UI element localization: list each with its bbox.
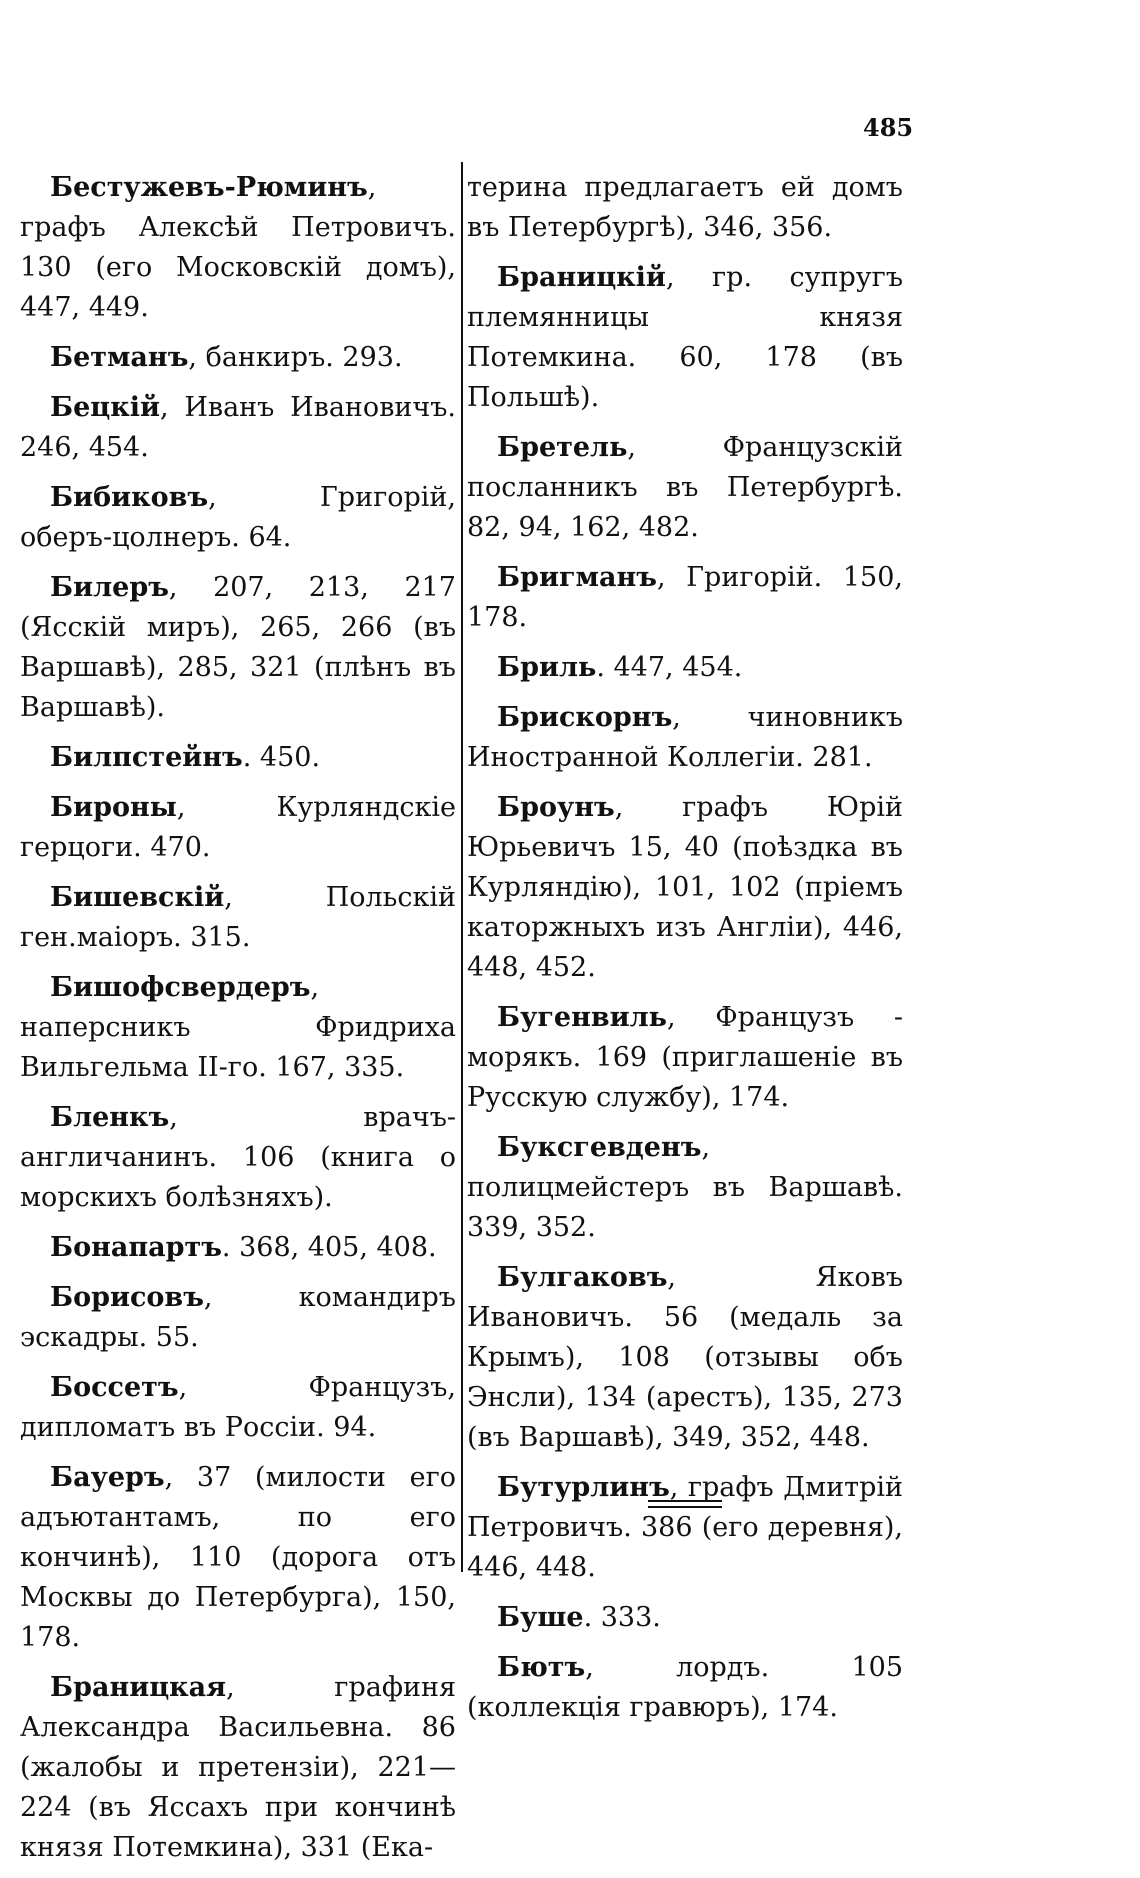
entry-headword: Борисовъ — [50, 1282, 204, 1313]
entry-headword: Бонапартъ — [50, 1232, 222, 1263]
index-entry — [20, 788, 456, 868]
index-entry — [467, 428, 903, 548]
entry-headword: Буксгевденъ — [497, 1132, 702, 1163]
entry-headword: Бауеръ — [50, 1462, 165, 1493]
entry-text: , графъ Юрій Юрьевичъ 15, 40 (поѣздка въ Курляндію), 101, 102 (пріемъ каторжныхъ изъ Англіи), 446, 448, 452. — [467, 792, 903, 983]
index-entry — [20, 1098, 456, 1218]
entry-text: , графиня Александра Васильевна. 86 (жалобы и претензіи), 221—224 (въ Яссахъ при кончинѣ князя Потемкина), 331 (Ека- — [20, 1672, 456, 1863]
index-entry — [467, 558, 903, 638]
entry-headword: Бленкъ — [50, 1102, 170, 1133]
entry-text: , Французъ - морякъ. 169 (приглашеніе въ Русскую службу), 174. — [467, 1002, 903, 1113]
index-entry — [20, 1368, 456, 1448]
entry-text: , Польскій ген.маіоръ. 315. — [20, 882, 456, 953]
index-entry — [20, 1278, 456, 1358]
entry-headword: Бироны — [50, 792, 177, 823]
index-entry — [20, 388, 456, 468]
entry-headword: Бестужевъ-Рюминъ — [50, 172, 368, 203]
index-entry — [467, 1648, 903, 1728]
entry-headword: Билеръ — [50, 572, 169, 603]
entry-text: , Иванъ Ивановичъ. 246, 454. — [20, 392, 456, 463]
entry-headword: Браницкая — [50, 1672, 227, 1703]
entry-headword: Бугенвиль — [497, 1002, 667, 1033]
index-entry — [20, 1668, 456, 1868]
entry-headword: Браницкій — [497, 262, 666, 293]
column-divider — [461, 162, 463, 1572]
index-entry — [20, 1228, 456, 1268]
entry-headword: Брискорнъ — [497, 702, 673, 733]
entry-headword: Билпстейнъ — [50, 742, 243, 773]
entry-text: . 368, 405, 408. — [221, 1232, 437, 1263]
entry-text: . 447, 454. — [596, 652, 743, 683]
index-entry — [467, 168, 903, 248]
entry-text: , командиръ эскадры. 55. — [20, 1282, 456, 1353]
index-entry — [467, 648, 903, 688]
entry-text: , графъ Дмитрій Петровичъ. 386 (его деревня), 446, 448. — [467, 1472, 903, 1583]
entry-headword: Бютъ — [497, 1652, 586, 1683]
index-entry — [467, 998, 903, 1118]
end-of-section-double-rule — [648, 1500, 722, 1508]
entry-text: , гр. супругъ племянницы князя Потемкина. 60, 178 (въ Польшѣ). — [467, 262, 903, 413]
index-entry — [467, 258, 903, 418]
entry-headword: Бретель — [497, 432, 628, 463]
entry-text: , Григорій. 150, 178. — [467, 562, 903, 633]
entry-headword: Бриль — [497, 652, 597, 683]
entry-headword: Бригманъ — [497, 562, 657, 593]
entry-headword: Бишевскій — [50, 882, 225, 913]
entry-headword: Бибиковъ — [50, 482, 209, 513]
entry-text: , Французъ, дипломатъ въ Россіи. 94. — [20, 1372, 456, 1443]
index-entry — [467, 788, 903, 988]
index-column-left — [20, 168, 456, 1878]
entry-text: , врачъ-англичанинъ. 106 (книга о морскихъ болѣзняхъ). — [20, 1102, 456, 1213]
entry-text: терина предлагаетъ ей домъ въ Петербургѣ), 346, 356. — [467, 172, 903, 243]
entry-headword: Бетманъ — [50, 342, 189, 373]
entry-text: . 333. — [583, 1602, 661, 1633]
index-entry — [20, 568, 456, 728]
entry-headword: Боссетъ — [50, 1372, 179, 1403]
entry-text: , 207, 213, 217 (Ясскій миръ), 265, 266 (въ Варшавѣ), 285, 321 (плѣнъ въ Варшавѣ). — [20, 572, 456, 723]
entry-text: , Яковъ Ивановичъ. 56 (медаль за Крымъ), 108 (отзывы объ Энсли), 134 (арестъ), 135, 273 (въ Варшавѣ), 349, 352, 448. — [467, 1262, 903, 1453]
entry-text: , полицмейстеръ въ Варшавѣ. 339, 352. — [467, 1132, 903, 1243]
index-entry — [467, 1258, 903, 1458]
entry-headword: Броунъ — [497, 792, 615, 823]
entry-headword: Булгаковъ — [497, 1262, 668, 1293]
page-number: 485 — [863, 113, 914, 142]
index-entry — [20, 738, 456, 778]
index-entry — [20, 478, 456, 558]
entry-text: , 37 (милости его адъютантамъ, по его кончинѣ), 110 (дорога отъ Москвы до Петербурга), 150, 178. — [20, 1462, 456, 1653]
entry-text: , чиновникъ Иностранной Коллегіи. 281. — [467, 702, 903, 773]
entry-text: , Французскій посланникъ въ Петербургѣ. 82, 94, 162, 482. — [467, 432, 903, 543]
entry-headword: Бутурлинъ — [497, 1472, 670, 1503]
index-entry — [467, 1468, 903, 1588]
index-entry — [467, 1598, 903, 1638]
index-entry — [20, 168, 456, 328]
entry-headword: Бецкій — [50, 392, 160, 423]
entry-text: , наперсникъ Фридриха Вильгельма II-го. 167, 335. — [20, 972, 456, 1083]
entry-headword: Буше — [497, 1602, 584, 1633]
index-entry — [467, 1128, 903, 1248]
entry-text: . 450. — [242, 742, 321, 773]
index-entry — [467, 698, 903, 778]
index-entry — [20, 1458, 456, 1658]
entry-text: , банкиръ. 293. — [188, 342, 403, 373]
index-entry — [20, 878, 456, 958]
entry-text: , графъ Алексѣй Петровичъ. 130 (его Московскій домъ), 447, 449. — [20, 172, 456, 323]
entry-text: , Курляндскіе герцоги. 470. — [20, 792, 456, 863]
entry-headword: Бишофсвердеръ — [50, 972, 311, 1003]
entry-text: , лордъ. 105 (коллекція гравюръ), 174. — [467, 1652, 903, 1723]
entry-text: , Григорій, оберъ-цолнеръ. 64. — [20, 482, 456, 553]
index-entry — [20, 338, 456, 378]
index-entry — [20, 968, 456, 1088]
